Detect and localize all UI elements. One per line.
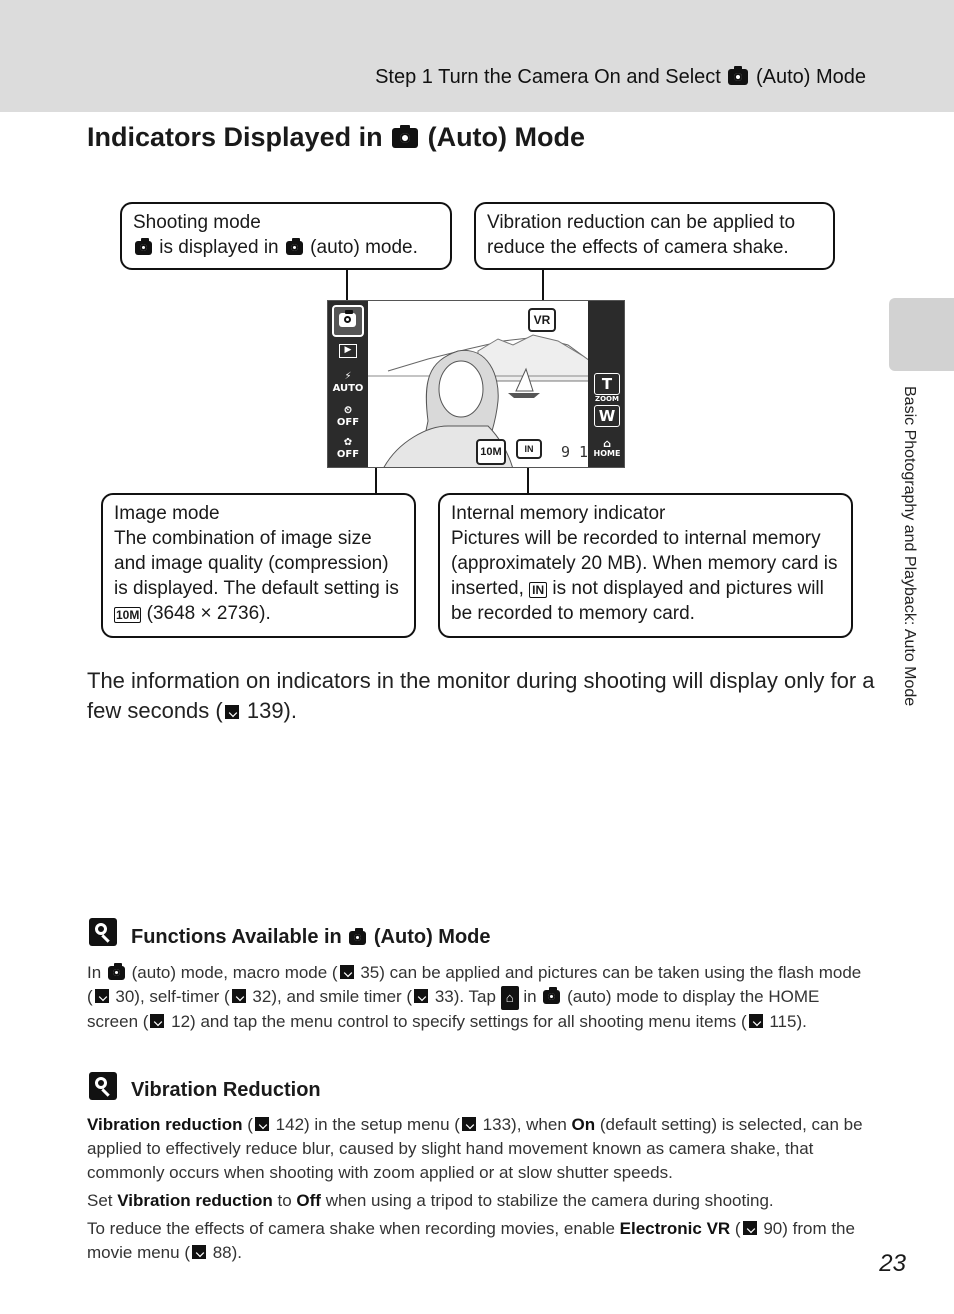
page-reference-icon [743, 1221, 757, 1235]
zoom-label: ZOOM [595, 395, 619, 403]
page-reference-icon [150, 1014, 164, 1028]
internal-memory-icon: IN [516, 439, 542, 459]
camera-monitor-illustration [327, 300, 625, 468]
vibration-paragraph-2: Set Vibration reduction to Off when using a tripod to stabilize the camera during shooting. [87, 1191, 774, 1210]
info-paragraph: The information on indicators in the monitor during shooting will display only for a few seconds ( 139). [87, 668, 875, 723]
vibration-paragraph-3: To reduce the effects of camera shake when recording movies, enable Electronic VR ( 90) from the movie menu ( 88). [87, 1219, 855, 1262]
page-reference-icon [414, 989, 428, 1003]
exposures-remaining: 9 1 [561, 443, 589, 461]
vibration-paragraph-1: Vibration reduction ( 142) in the setup menu ( 133), when On (default setting) is selected, can be applied to effectively reduce blur, caused by slight hand movement known as camera shake, that commonly occurs when shooting with zoom applied or at slow shutter speeds. [87, 1115, 863, 1182]
image-mode-icon: 10M [476, 439, 506, 465]
page-reference-icon [340, 965, 354, 979]
tip-icon [89, 918, 117, 946]
functions-paragraph: In (auto) mode, macro mode ( 35) can be applied and pictures can be taken using the flash mode ( 30), self-timer ( 32), and smile timer ( 33). Tap ⌂ in (auto) mode to display the HOME screen ( 12) and tap the menu control to specify settings for all shooting menu items ( 115). [87, 963, 862, 1031]
chapter-tab [889, 298, 954, 371]
callout-vibration-reduction: Vibration reduction can be applied to reduce the effects of camera shake. [474, 202, 835, 270]
camera-icon [286, 241, 303, 255]
self-timer-icon: ⏲ OFF [336, 405, 360, 428]
vibration-reduction-icon: VR [528, 308, 556, 332]
camera-icon [108, 966, 125, 980]
breadcrumb: Step 1 Turn the Camera On and Select (Auto) Mode [375, 66, 866, 88]
camera-icon [392, 128, 418, 148]
header-bar [0, 0, 954, 112]
page-reference-icon [95, 989, 109, 1003]
camera-icon [728, 69, 748, 85]
camera-icon [135, 241, 152, 255]
home-icon: ⌂ HOME [593, 437, 621, 458]
page-reference-icon [255, 1117, 269, 1131]
camera-icon [339, 313, 356, 327]
page-title: Indicators Displayed in (Auto) Mode [87, 122, 586, 152]
internal-memory-icon: IN [529, 582, 547, 598]
page-number: 23 [879, 1250, 906, 1277]
shooting-mode-selector [332, 305, 364, 337]
page-reference-icon [749, 1014, 763, 1028]
zoom-tele-icon: T [594, 373, 620, 395]
image-size-icon: 10M [116, 608, 140, 622]
home-icon: ⌂ [501, 986, 519, 1010]
callout-shooting-mode: Shooting mode is displayed in (auto) mode. [120, 202, 452, 270]
camera-icon [543, 990, 560, 1004]
connector-line [346, 269, 348, 302]
playback-icon: ▶ [339, 344, 357, 358]
page-reference-icon [232, 989, 246, 1003]
section-title-vibration: Vibration Reduction [131, 1079, 321, 1101]
callout-memory-indicator: Internal memory indicator Pictures will be recorded to internal memory (approximately 20 MB). When memory card is inserted, IN is not displayed and pictures will be recorded to memory card. [438, 493, 853, 638]
flash-mode-icon: ⚡ AUTO [332, 371, 364, 394]
page-reference-icon [462, 1117, 476, 1131]
chapter-label: Basic Photography and Playback: Auto Mode [901, 386, 918, 707]
macro-icon: ✿ OFF [336, 437, 360, 460]
callout-image-mode: Image mode The combination of image size and image quality (compression) is displayed. The default setting is 10M (3648 × 2736). [101, 493, 416, 638]
page-reference-icon [225, 705, 239, 719]
section-title-functions: Functions Available in (Auto) Mode [131, 926, 491, 948]
camera-icon [349, 931, 366, 945]
zoom-wide-icon: W [594, 405, 620, 427]
tip-icon [89, 1072, 117, 1100]
page-reference-icon [192, 1245, 206, 1259]
